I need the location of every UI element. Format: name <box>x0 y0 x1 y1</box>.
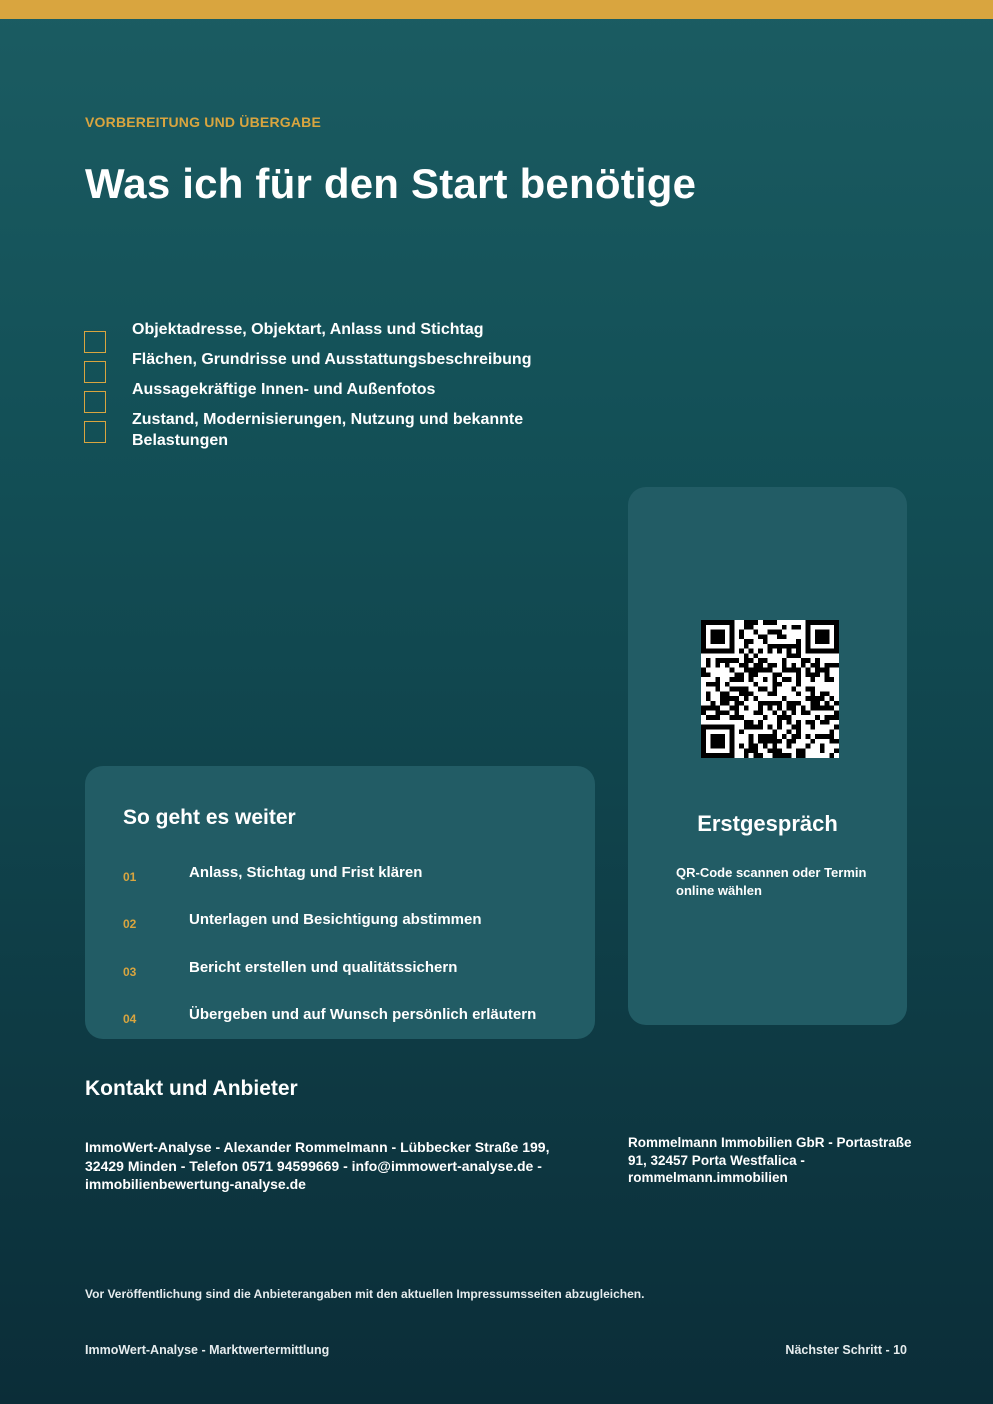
step-text: Anlass, Stichtag und Frist klären <box>189 864 423 881</box>
step-number: 04 <box>123 1012 137 1026</box>
requirement-item: Objektadresse, Objektart, Anlass und Stichtag <box>132 321 484 338</box>
page-title: Was ich für den Start benötige <box>85 160 697 207</box>
consultation-card <box>628 487 907 1025</box>
checkbox-icon[interactable] <box>84 331 106 353</box>
step-text: Übergeben und auf Wunsch persönlich erläutern <box>189 1006 537 1023</box>
footer-page-indicator: Nächster Schritt - 10 <box>785 1343 907 1357</box>
next-steps-title: So geht es weiter <box>123 806 296 829</box>
next-steps-card <box>85 766 595 1039</box>
disclaimer-note: Vor Veröffentlichung sind die Anbieterangaben mit den aktuellen Impressumsseiten abzugleichen. <box>85 1287 645 1301</box>
requirement-item: Aussagekräftige Innen- und Außenfotos <box>132 381 436 398</box>
footer-brand: ImmoWert-Analyse - Marktwertermittlung <box>85 1343 330 1357</box>
checkbox-column <box>84 331 106 451</box>
step-number: 01 <box>123 870 137 884</box>
consultation-title: Erstgespräch <box>697 811 838 836</box>
requirement-item: Flächen, Grundrisse und Ausstattungsbeschreibung <box>132 351 532 368</box>
step-item <box>85 959 595 983</box>
step-number: 03 <box>123 965 137 979</box>
checkbox-icon[interactable] <box>84 421 106 443</box>
step-text: Unterlagen und Besichtigung abstimmen <box>189 911 482 928</box>
checkbox-icon[interactable] <box>84 361 106 383</box>
step-item <box>85 864 595 888</box>
top-accent-bar <box>0 0 993 19</box>
step-number: 02 <box>123 917 137 931</box>
step-text: Bericht erstellen und qualitätssichern <box>189 959 458 976</box>
checkbox-icon[interactable] <box>84 391 106 413</box>
consultation-subtitle: QR-Code scannen oder Termin online wählen <box>676 865 867 898</box>
step-item <box>85 911 595 935</box>
requirements-list <box>132 319 562 460</box>
requirement-item: Zustand, Modernisierungen, Nutzung und bekannte Belastungen <box>132 411 524 449</box>
step-item <box>85 1006 595 1030</box>
qr-code-icon[interactable] <box>701 620 839 758</box>
section-eyebrow: VORBEREITUNG UND ÜBERGABE <box>85 114 322 130</box>
contact-partner-details: Rommelmann Immobilien GbR - Portastraße 91, 32457 Porta Westfalica - rommelmann.immobilien <box>628 1135 912 1185</box>
contact-provider-details: ImmoWert-Analyse - Alexander Rommelmann - Lübbecker Straße 199, 32429 Minden - Telefon 0571 94599669 - info@immowert-analyse.de - immobilienbewertung-analyse.de <box>85 1139 550 1192</box>
contact-title: Kontakt und Anbieter <box>85 1077 298 1100</box>
